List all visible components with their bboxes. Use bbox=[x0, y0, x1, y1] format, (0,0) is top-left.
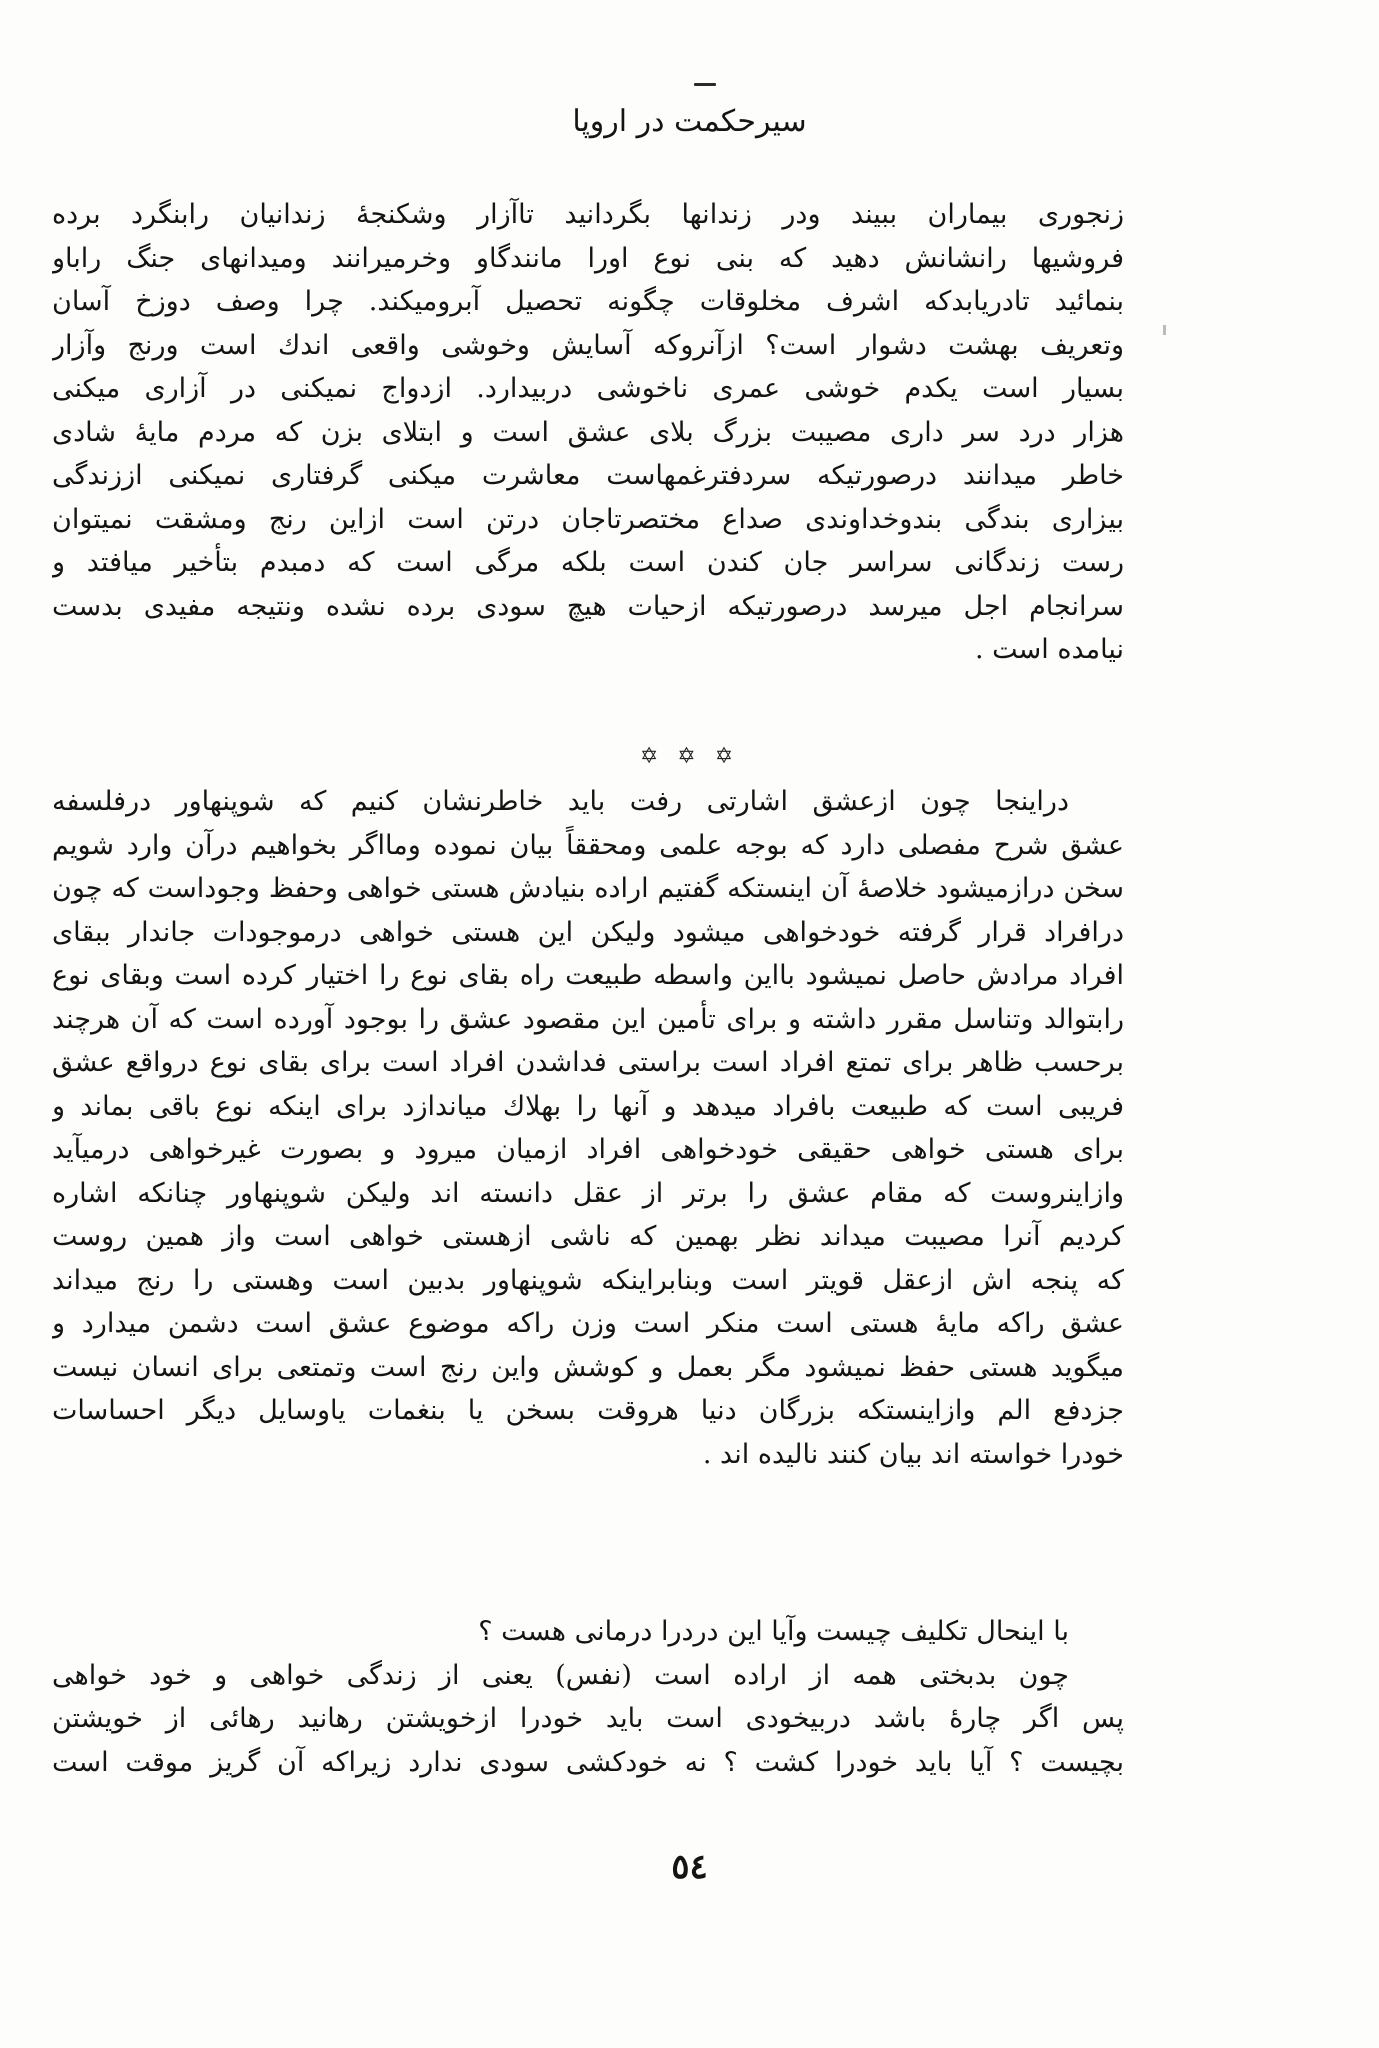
text-line: نیامده است . bbox=[974, 634, 1124, 665]
text-line: برحسب ظاهر برای تمتع افراد است براستی فداشدن افراد است برای بقای نوع درواقع عشق bbox=[52, 1047, 1124, 1078]
page-number: ٥٤ bbox=[671, 1847, 708, 1887]
text-line: خودرا خواسته اند بیان کنند نالیده اند . bbox=[702, 1438, 1124, 1470]
text-line: فریبی است که طبیعت بافراد میدهد و آنها را بهلاك میاندازد برای اینکه نوع باقی بماند و bbox=[52, 1090, 1124, 1122]
text-line: رابتوالد وتناسل مقرر داشته و برای تأمین این مقصود عشق را بوجود آورده است که آن هرچند bbox=[52, 1003, 1124, 1035]
text-line: بچیست ؟ آیا باید خودرا کشت ؟ نه خودکشی سودی ندارد زیراکه آن گریز موقت است bbox=[52, 1746, 1124, 1778]
text-line: بنمائید تادریابدکه اشرف مخلوقات چگونه تحصیل آبرومیکند. چرا وصف دوزخ آسان bbox=[52, 286, 1124, 317]
text-line: برای هستی خواهی حقیقی خودخواهی افراد ازمیان میرود و بصورت غیرخواهی درمیآید bbox=[52, 1134, 1124, 1165]
text-line: افراد مرادش حاصل نمیشود بااین واسطه طبیعت راه بقای نوع را اختیار کرده است وبقای نوع bbox=[52, 960, 1124, 991]
text-line: عشق راکه مایهٔ هستی است منکر است وزن راکه موضوع عشق است دشمن میدارد و bbox=[52, 1308, 1124, 1339]
text-line: سخن درازمیشود خلاصهٔ آن اینستکه گفتیم اراده بنیادش هستی خواهی وحفظ وجوداست که چون bbox=[52, 873, 1124, 904]
text-line: جزدفع الم وازاینستکه بزرگان دنیا هروقت بسخن یا بنغمات یاوسایل دیگر احساسات bbox=[52, 1395, 1124, 1426]
text-line: بسیار است یکدم خوشی عمری ناخوشی دربیدارد. ازدواج نمیکنی در آزاری میکنی bbox=[52, 373, 1124, 404]
text-line: میگوید هستی حفظ نمیشود مگر بعمل و کوشش واین رنج است وتمتعی برای انسان نیست bbox=[52, 1351, 1124, 1383]
text-line: با اینحال تکلیف چیست وآیا این دردرا درمانی هست ؟ bbox=[478, 1616, 1069, 1647]
text-line: که پنجه اش ازعقل قویتر است وبنابراینکه شوپنهاور بدبین است وهستی را رنج میداند bbox=[52, 1264, 1124, 1296]
text-line: درافراد قرار گرفته خودخواهی میشود ولیکن این هستی خواهی درموجودات جاندار ببقای bbox=[52, 916, 1124, 948]
paragraph-3 bbox=[52, 1610, 1124, 1784]
text-line: رست زندگانی سراسر جان کندن است بلکه مرگی است که دمبدم بتأخیر میافتد و bbox=[52, 547, 1124, 578]
text-line: وازاینروست که مقام عشق را برتر از عقل دانسته اند ولیکن شوپنهاور چنانکه اشاره bbox=[52, 1177, 1124, 1209]
text-line: عشق شرح مفصلی دارد که بوجه علمی ومحققاً بیان نموده ومااگر بخواهیم درآن وارد شویم bbox=[52, 829, 1124, 861]
text-line: سرانجام اجل میرسد درصورتیکه ازحیات هیچ سودی برده نشده ونتیجه مفیدی بدست bbox=[52, 590, 1124, 622]
header-mark bbox=[694, 83, 716, 86]
text-line: بیزاری بندگی بندوخداوندی صداع مختصرتاجان درتن است ازاین رنج ومشقت نمیتوان bbox=[52, 503, 1124, 535]
paragraph-1 bbox=[52, 193, 1124, 672]
text-line: وتعریف بهشت دشوار است؟ ازآنروکه آسایش وخوشی واقعی اندك است ورنج وآزار bbox=[52, 329, 1124, 361]
text-line: پس اگر چارهٔ باشد دربیخودی است باید خودرا ازخویشتن رهانید رهائی از خویشتن bbox=[52, 1703, 1124, 1734]
text-line: دراینجا چون ازعشق اشارتی رفت باید خاطرنشان کنیم که شوپنهاور درفلسفه bbox=[52, 786, 1069, 817]
text-line: کردیم آنرا مصیبت میداند نظر بهمین که ناشی ازهستی خواهی است واز همین روست bbox=[52, 1221, 1124, 1252]
running-head: سیرحکمت در اروپا bbox=[572, 104, 807, 139]
section-separator: ✡ ✡ ✡ bbox=[639, 744, 740, 769]
text-line: زنجوری بیماران ببیند ودر زندانها بگردانید تاآزار وشکنجهٔ زندانیان رابنگرد برده bbox=[52, 199, 1124, 230]
text-line: خاطر میدانند درصورتیکه سردفترغمهاست معاشرت میکنی گرفتاری نمیکنی اززندگی bbox=[52, 460, 1124, 491]
margin-mark bbox=[1163, 325, 1166, 335]
text-line: چون بدبختی همه از اراده است (نفس) یعنی از زندگی خواهی و خود خواهی bbox=[52, 1659, 1069, 1691]
text-line: هزار درد سر داری مصیبت بزرگ بلای عشق است و ابتلای بزن که مردم مایهٔ شادی bbox=[52, 416, 1124, 448]
text-line: فروشیها رانشانش دهید که بنی نوع اورا مانندگاو وخرمیرانند ومیدانهای جنگ راباو bbox=[52, 242, 1124, 274]
paragraph-2 bbox=[52, 780, 1124, 1476]
